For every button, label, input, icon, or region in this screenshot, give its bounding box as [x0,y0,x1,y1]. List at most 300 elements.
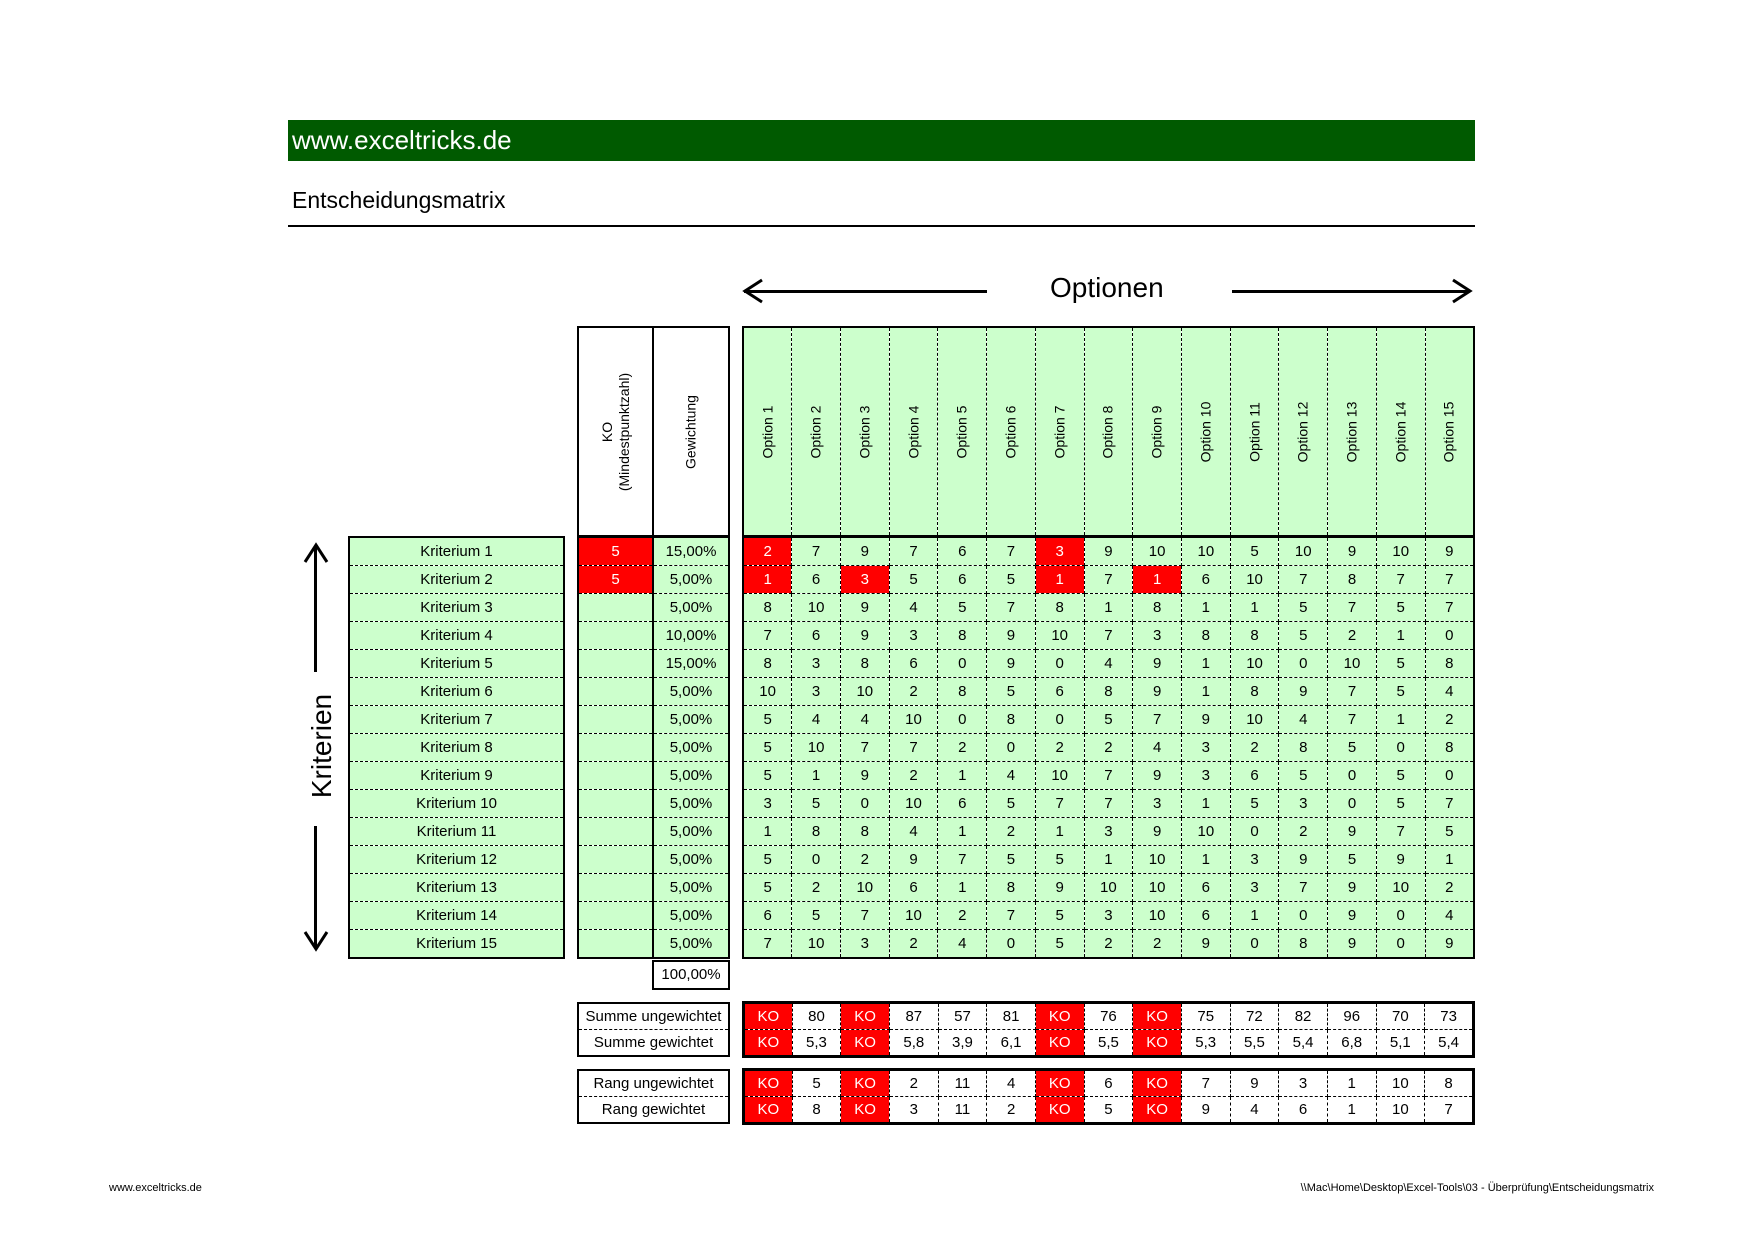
rank-weighted-cell: KO [1133,1097,1182,1124]
arrow-left-shaft [744,290,987,293]
sum-unweighted-cell: KO [744,1003,793,1030]
ko-value [578,622,653,650]
rank-weighted-cell: KO [1035,1097,1084,1124]
sum-labels [577,1002,730,1057]
score-cell: 5 [1328,734,1377,762]
sum-weighted-cell: 5,4 [1279,1030,1328,1057]
score-cell: 10 [1230,566,1279,594]
sum-unweighted-cell: 80 [792,1003,841,1030]
score-cell: 3 [1084,902,1133,930]
score-cell: 10 [1230,706,1279,734]
score-cell: 0 [840,790,889,818]
rank-unweighted-cell: 8 [1425,1070,1474,1097]
rank-weighted-cell: 9 [1181,1097,1230,1124]
score-cell: 0 [938,706,987,734]
score-cell: 0 [1328,790,1377,818]
score-cell: 7 [1328,706,1377,734]
score-cell: 10 [1376,874,1425,902]
score-cell: 5 [1425,818,1474,846]
ko-weight-row [578,930,729,959]
ko-value [578,650,653,678]
criterion-name: Kriterium 1 [349,537,564,566]
rank-unweighted-cell: 9 [1230,1070,1279,1097]
score-row [743,678,1474,706]
score-cell: 5 [743,706,792,734]
sum-unweighted-cell: 81 [987,1003,1036,1030]
option-header-cell [1425,327,1474,536]
score-cell: 7 [1376,818,1425,846]
rank-values [742,1068,1475,1125]
score-cell: 3 [840,930,889,959]
sum-weighted-cell: 5,8 [889,1030,938,1057]
ko-value [578,762,653,790]
criteria-axis-label: Kriterien [306,693,337,799]
score-cell: 9 [889,846,938,874]
score-cell: 0 [1279,650,1328,678]
rank-unweighted-cell: 7 [1181,1070,1230,1097]
score-cell: 3 [1133,622,1182,650]
ko-value [578,902,653,930]
rank-weighted-cell: 4 [1230,1097,1279,1124]
score-cell: 10 [889,706,938,734]
arrow-right-icon [1449,278,1475,306]
score-cell: 2 [938,734,987,762]
ko-weight-row [578,566,729,594]
option-header-cell [1035,327,1084,536]
ko-value [578,706,653,734]
ko-weight-row [578,874,729,902]
score-cell: 5 [987,790,1036,818]
ko-weight-row [578,762,729,790]
criterion-row [349,537,564,566]
score-cell: 2 [1425,706,1474,734]
score-cell: 7 [987,594,1036,622]
criterion-name: Kriterium 15 [349,930,564,959]
score-cell: 7 [840,902,889,930]
score-cell: 10 [792,930,841,959]
score-cell: 9 [1279,678,1328,706]
score-cell: 9 [1328,874,1377,902]
score-cell: 0 [1328,762,1377,790]
option-header-cell [1084,327,1133,536]
score-cell: 1 [743,818,792,846]
score-cell: 5 [1035,846,1084,874]
score-cell: 6 [1181,566,1230,594]
weight-value: 15,00% [653,650,729,678]
score-cell: 2 [889,762,938,790]
score-cell: 10 [1328,650,1377,678]
criteria-table [348,536,565,959]
criterion-row [349,874,564,902]
score-cell: 5 [1084,706,1133,734]
score-cell: 3 [792,678,841,706]
weight-value: 5,00% [653,818,729,846]
criterion-name: Kriterium 6 [349,678,564,706]
option-header-label: Option 1 [759,405,776,458]
score-cell: 1 [1133,566,1182,594]
ko-weight-row [578,706,729,734]
score-cell: 1 [1376,622,1425,650]
score-cell: 10 [840,874,889,902]
rank-weighted-cell: 2 [987,1097,1036,1124]
ko-value [578,790,653,818]
score-row [743,874,1474,902]
score-cell: 9 [1084,537,1133,566]
rank-weighted-label: Rang gewichtet [601,1101,706,1118]
criterion-row [349,650,564,678]
score-cell: 2 [1084,734,1133,762]
ko-value [578,930,653,959]
weight-value: 5,00% [653,762,729,790]
weight-value: 5,00% [653,594,729,622]
score-cell: 0 [1279,902,1328,930]
score-cell: 2 [1425,874,1474,902]
score-cell: 5 [1376,762,1425,790]
score-cell: 8 [1133,594,1182,622]
weight-value: 5,00% [653,902,729,930]
score-cell: 0 [1425,762,1474,790]
score-cell: 5 [938,594,987,622]
score-row [743,930,1474,959]
score-cell: 5 [792,790,841,818]
option-header-label: Option 3 [856,405,873,458]
score-cell: 10 [889,902,938,930]
score-cell: 9 [1425,537,1474,566]
score-cell: 4 [792,706,841,734]
criterion-name: Kriterium 8 [349,734,564,762]
sum-unweighted-cell: 73 [1425,1003,1474,1030]
score-cell: 3 [792,650,841,678]
option-header-cell [987,327,1036,536]
score-cell: 9 [1425,930,1474,959]
score-cell: 6 [1181,902,1230,930]
rank-unweighted-cell: KO [1035,1070,1084,1097]
ko-value [578,678,653,706]
score-row [743,537,1474,566]
arrow-down-icon [303,928,331,954]
score-cell: 7 [1425,790,1474,818]
score-cell: 3 [889,622,938,650]
score-cell: 3 [840,566,889,594]
score-cell: 5 [1230,537,1279,566]
rank-unweighted-cell: 4 [987,1070,1036,1097]
score-cell: 8 [743,650,792,678]
score-cell: 4 [987,762,1036,790]
score-cell: 9 [987,622,1036,650]
score-cell: 9 [1328,902,1377,930]
criterion-name: Kriterium 11 [349,818,564,846]
sum-unweighted-cell: 57 [938,1003,987,1030]
score-cell: 10 [1133,537,1182,566]
score-cell: 3 [1230,846,1279,874]
score-cell: 1 [938,762,987,790]
score-cell: 1 [1181,790,1230,818]
criterion-name: Kriterium 3 [349,594,564,622]
option-header-cell [743,327,792,536]
score-cell: 8 [1084,678,1133,706]
score-cell: 3 [743,790,792,818]
sum-weighted-cell: KO [1133,1030,1182,1057]
score-cell: 5 [1279,762,1328,790]
score-cell: 8 [987,706,1036,734]
score-cell: 7 [743,622,792,650]
rank-unweighted-cell: KO [841,1070,890,1097]
score-cell: 9 [1376,846,1425,874]
score-cell: 7 [792,537,841,566]
criterion-name: Kriterium 13 [349,874,564,902]
weight-value: 5,00% [653,566,729,594]
score-cell: 9 [1133,762,1182,790]
score-cell: 10 [743,678,792,706]
score-cell: 9 [1035,874,1084,902]
option-header-label: Option 8 [1099,405,1116,458]
criterion-row [349,594,564,622]
sum-weighted-cell: 5,3 [792,1030,841,1057]
score-cell: 2 [1084,930,1133,959]
score-cell: 7 [743,930,792,959]
site-banner: www.exceltricks.de [288,120,1475,161]
criterion-row [349,734,564,762]
score-cell: 0 [1425,622,1474,650]
ko-value [578,874,653,902]
score-cell: 9 [1328,537,1377,566]
sum-weighted-cell: 5,1 [1376,1030,1425,1057]
score-cell: 5 [743,874,792,902]
score-cell: 6 [1230,762,1279,790]
sum-unweighted-cell: KO [1035,1003,1084,1030]
sum-weighted-cell: 5,4 [1425,1030,1474,1057]
option-header-label: Option 10 [1197,401,1214,462]
score-cell: 10 [1035,762,1084,790]
score-cell: 9 [1133,818,1182,846]
option-header-cell [1376,327,1425,536]
sum-weighted-cell: KO [1035,1030,1084,1057]
rank-weighted-cell: 11 [938,1097,987,1124]
score-cell: 5 [1376,650,1425,678]
weight-value: 5,00% [653,734,729,762]
ko-value: 5 [578,537,653,566]
rank-labels [577,1069,730,1124]
criterion-row [349,622,564,650]
rank-weighted-cell: 10 [1376,1097,1425,1124]
score-cell: 8 [840,650,889,678]
score-cell: 1 [1035,566,1084,594]
criterion-row [349,930,564,959]
score-cell: 0 [1035,650,1084,678]
score-cell: 2 [987,818,1036,846]
score-cell: 9 [1133,650,1182,678]
score-cell: 10 [1376,537,1425,566]
score-cell: 7 [889,734,938,762]
score-cell: 7 [1328,594,1377,622]
score-cell: 5 [1230,790,1279,818]
sum-weighted-cell: KO [744,1030,793,1057]
ko-value [578,594,653,622]
option-header-label: Option 7 [1051,405,1068,458]
score-cell: 4 [889,594,938,622]
criterion-name: Kriterium 14 [349,902,564,930]
score-cell: 8 [840,818,889,846]
score-cell: 1 [1181,594,1230,622]
ko-weight-row [578,790,729,818]
criterion-row [349,706,564,734]
score-cell: 5 [987,678,1036,706]
rank-unweighted-cell: 10 [1376,1070,1425,1097]
sum-unweighted-cell: 87 [889,1003,938,1030]
score-cell: 8 [938,622,987,650]
rank-unweighted-cell: KO [744,1070,793,1097]
score-cell: 3 [1279,790,1328,818]
ko-value [578,734,653,762]
score-cell: 0 [1035,706,1084,734]
page-title: Entscheidungsmatrix [292,187,506,213]
score-cell: 8 [1279,734,1328,762]
sum-weighted-cell: KO [841,1030,890,1057]
sum-unweighted-cell: KO [841,1003,890,1030]
sum-weighted-label: Summe gewichtet [593,1034,714,1051]
score-cell: 5 [743,734,792,762]
score-cell: 6 [889,874,938,902]
sum-weighted-cell: 6,8 [1327,1030,1376,1057]
score-cell: 8 [1035,594,1084,622]
sum-unweighted-cell: 70 [1376,1003,1425,1030]
option-header-cell [938,327,987,536]
rank-unweighted-cell: KO [1133,1070,1182,1097]
sum-unweighted-cell: 96 [1327,1003,1376,1030]
rank-unweighted-cell: 1 [1327,1070,1376,1097]
score-cell: 10 [1035,622,1084,650]
title-divider [288,225,1475,227]
score-row [743,846,1474,874]
criterion-name: Kriterium 5 [349,650,564,678]
sum-unweighted-cell: 76 [1084,1003,1133,1030]
score-cell: 5 [792,902,841,930]
score-row [743,902,1474,930]
option-header-cell [792,327,841,536]
score-cell: 8 [1328,566,1377,594]
score-cell: 2 [1328,622,1377,650]
score-cell: 7 [1425,566,1474,594]
score-cell: 3 [1230,874,1279,902]
rank-weighted-cell: 1 [1327,1097,1376,1124]
criterion-row [349,790,564,818]
score-cell: 5 [743,846,792,874]
criterion-row [349,846,564,874]
rank-weighted-cell: KO [744,1097,793,1124]
score-cell: 8 [1425,734,1474,762]
criterion-name: Kriterium 12 [349,846,564,874]
score-cell: 5 [1279,622,1328,650]
ko-header-text: KO (Mindestpunktzahl) [598,372,632,491]
option-header-cell [1230,327,1279,536]
option-header-label: Option 12 [1294,401,1311,462]
weight-value: 5,00% [653,874,729,902]
score-cell: 0 [1376,902,1425,930]
criterion-name: Kriterium 7 [349,706,564,734]
score-cell: 1 [1181,846,1230,874]
score-cell: 10 [840,678,889,706]
option-header-cell [1181,327,1230,536]
score-row [743,594,1474,622]
sum-weighted-cell: 5,3 [1181,1030,1230,1057]
sum-unweighted-cell: 72 [1230,1003,1279,1030]
score-cell: 2 [889,930,938,959]
score-cell: 4 [1279,706,1328,734]
score-cell: 5 [889,566,938,594]
score-cell: 3 [1133,790,1182,818]
weight-value: 5,00% [653,678,729,706]
score-cell: 5 [1376,678,1425,706]
score-cell: 9 [1328,930,1377,959]
score-cell: 10 [1181,818,1230,846]
footer-file-path: \\Mac\Home\Desktop\Excel-Tools\03 - Überprüfung\Entscheidungsmatrix [1300,1182,1654,1194]
score-cell: 9 [840,594,889,622]
score-cell: 7 [1279,566,1328,594]
score-cell: 7 [1084,566,1133,594]
option-header-cell [889,327,938,536]
score-row [743,790,1474,818]
score-cell: 9 [987,650,1036,678]
score-cell: 0 [987,734,1036,762]
option-header-cell [1328,327,1377,536]
criterion-row [349,762,564,790]
score-cell: 10 [1181,537,1230,566]
score-cell: 5 [987,566,1036,594]
score-cell: 9 [840,537,889,566]
score-cell: 2 [938,902,987,930]
score-cell: 7 [1084,762,1133,790]
criterion-name: Kriterium 9 [349,762,564,790]
sum-unweighted-label: Summe ungewichtet [578,1003,729,1030]
score-cell: 2 [1035,734,1084,762]
rank-unweighted-cell: 6 [1084,1070,1133,1097]
score-row [743,706,1474,734]
score-cell: 8 [1230,622,1279,650]
weight-column-header [652,326,730,537]
score-cell: 1 [1084,594,1133,622]
score-cell: 8 [987,874,1036,902]
rank-weighted-cell: 6 [1279,1097,1328,1124]
score-row [743,818,1474,846]
score-cell: 9 [1328,818,1377,846]
score-cell: 6 [792,566,841,594]
ko-weight-row [578,846,729,874]
rank-unweighted-label: Rang ungewichtet [578,1070,729,1097]
criterion-row [349,678,564,706]
score-cell: 1 [1181,678,1230,706]
score-cell: 2 [743,537,792,566]
option-header-label: Option 14 [1392,401,1409,462]
score-cell: 6 [889,650,938,678]
score-cell: 2 [840,846,889,874]
score-cell: 6 [1035,678,1084,706]
score-cell: 10 [1279,537,1328,566]
option-header-label: Option 4 [905,405,922,458]
score-cell: 1 [1084,846,1133,874]
sum-values [742,1001,1475,1058]
score-row [743,734,1474,762]
score-cell: 4 [1425,678,1474,706]
option-header-label: Option 15 [1440,401,1457,462]
score-cell: 6 [792,622,841,650]
weight-total: 100,00% [652,960,730,990]
weight-value: 5,00% [653,790,729,818]
arrow-up-icon [303,540,331,566]
score-cell: 5 [987,846,1036,874]
weight-value: 15,00% [653,537,729,566]
score-cell: 5 [1035,930,1084,959]
score-cell: 7 [1084,622,1133,650]
